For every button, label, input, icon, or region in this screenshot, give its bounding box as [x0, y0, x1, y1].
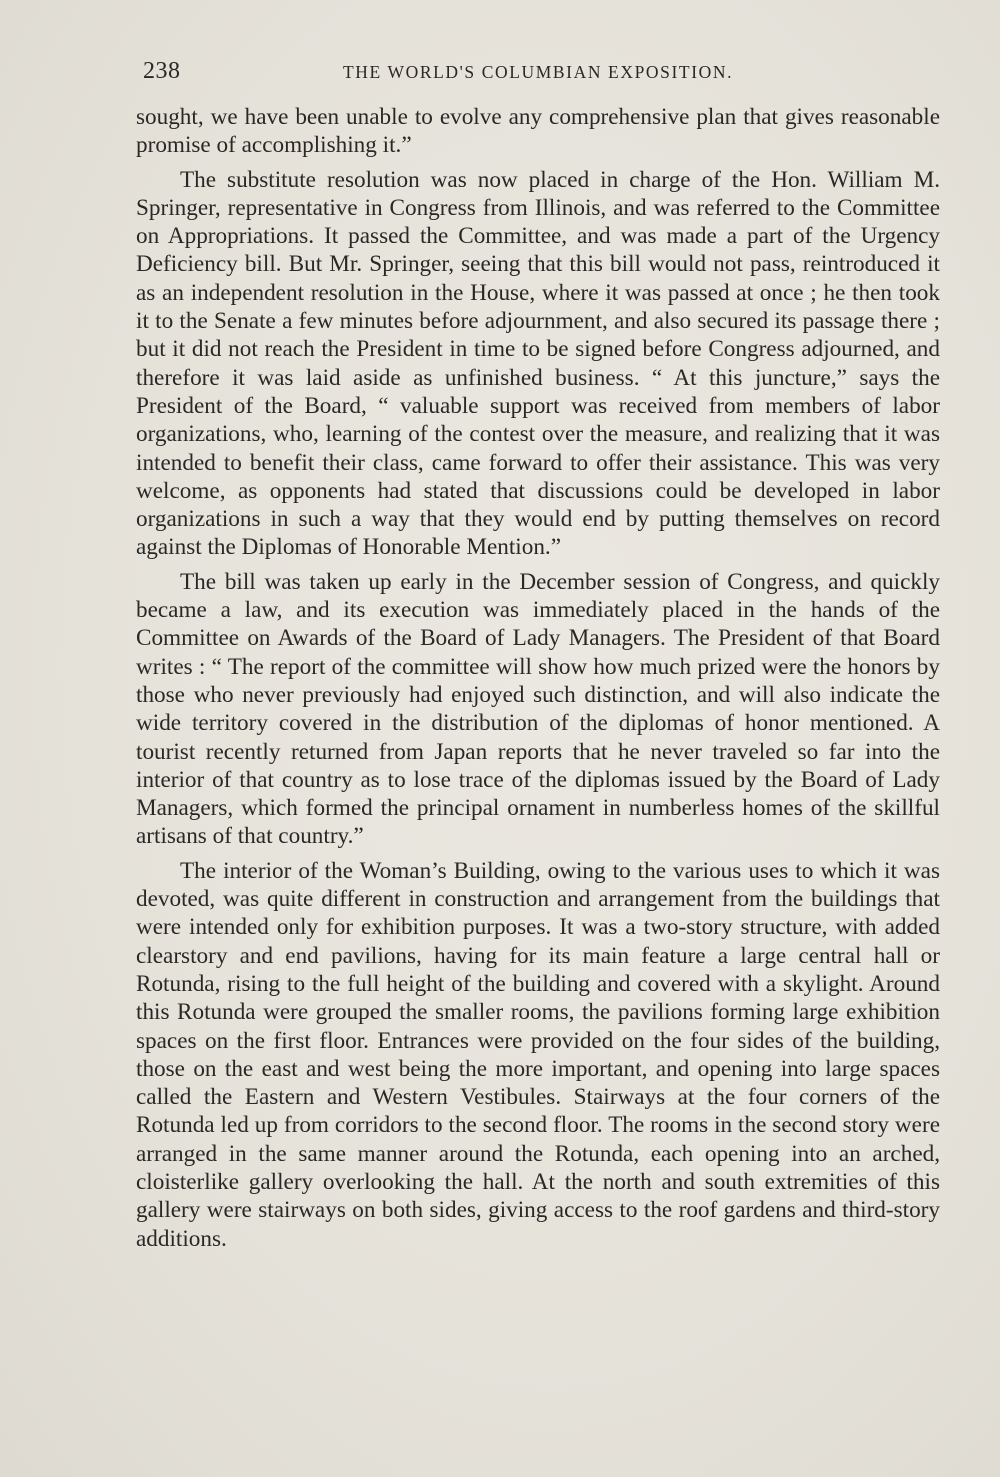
running-head: THE WORLD'S COLUMBIAN EXPOSITION.	[343, 62, 734, 82]
paragraph-bill-became-law: The bill was taken up early in the December session of Congress, and quickly became a law, and its execution was immediately placed in the hands of the Committee on Awards of the Board of Lady Managers. The President of that Board writes : “ The report of the committee will show how much prized were the honors by those who never previously had enjoyed such distinction, and will also indicate the wide territory covered in the distribution of the diplomas of honor mentioned. A tourist recently returned from Japan reports that he never traveled so far into the interior of that country as to lose trace of the diplomas issued by the Board of Lady Managers, which formed the principal ornament in numberless homes of the skillful artisans of that country.”	[136, 568, 940, 850]
page-header	[143, 58, 949, 94]
page-number: 238	[143, 58, 181, 84]
paragraph-womans-building-interior: The interior of the Woman’s Building, owing to the various uses to which it was devoted, was quite different in construction and arrangement from the buildings that were intended only for exhibition purposes. It was a two-story structure, with added clearstory and end pavilions, having for its main feature a large central hall or Rotunda, rising to the full height of the building and covered with a skylight. Around this Rotunda were grouped the smaller rooms, the pavilions forming large exhibition spaces on the first floor. Entrances were provided on the four sides of the building, those on the east and west being the more important, and opening into large spaces called the Eastern and Western Vestibules. Stairways at the four corners of the Rotunda led up from corridors to the second floor. The rooms in the second story were arranged in the same manner around the Rotunda, each opening into an arched, cloisterlike gallery overlooking the hall. At the north and south extremities of this gallery were stairways on both sides, giving access to the roof gardens and third-story additions.	[136, 857, 940, 1252]
paragraph-substitute-resolution: The substitute resolution was now placed in charge of the Hon. William M. Springer, representative in Congress from Illinois, and was referred to the Committee on Appropriations. It passed the Committee, and was made a part of the Urgency Deficiency bill. But Mr. Springer, seeing that this bill would not pass, reintroduced it as an independent resolution in the House, where it was passed at once ; he then took it to the Senate a few minutes before adjournment, and also secured its passage there ; but it did not reach the President in time to be signed before Congress adjourned, and therefore it was laid aside as unfinished business. “ At this juncture,” says the President of the Board, “ valuable support was received from members of labor organizations, who, learning of the contest over the measure, and realizing that it was intended to benefit their class, came forward to offer their assistance. This was very welcome, as opponents had stated that discussions could be developed in labor organizations in such a way that they would end by putting themselves on record against the Diplomas of Honorable Mention.”	[136, 166, 940, 561]
body-text	[136, 103, 940, 1259]
paragraph-continuation: sought, we have been unable to evolve any comprehensive plan that gives reasonable promise of accomplishing it.”	[136, 104, 940, 159]
